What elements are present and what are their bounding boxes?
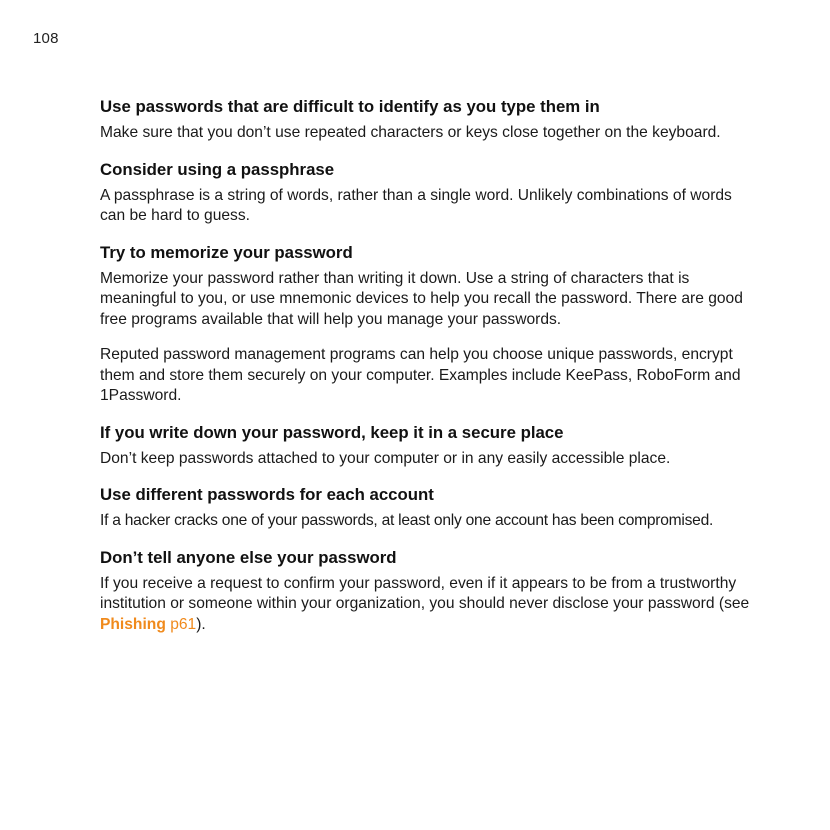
section-passphrase <box>100 159 760 227</box>
section-paragraph: A passphrase is a string of words, rather than a single word. Unlikely combinations of words can be hard to guess. <box>100 186 732 224</box>
section-difficult-to-identify <box>100 96 760 144</box>
paragraph-text: ). <box>196 615 206 633</box>
section-heading: Consider using a passphrase <box>100 159 335 179</box>
section-paragraph: Make sure that you don’t use repeated characters or keys close together on the keyboard. <box>100 124 721 141</box>
section-secure-place <box>100 422 760 470</box>
section-heading: Use passwords that are difficult to identify as you type them in <box>100 97 600 116</box>
phishing-link[interactable]: Phishing <box>100 615 166 633</box>
section-paragraph: Don’t keep passwords attached to your computer or in any easily accessible place. <box>100 449 671 467</box>
section-paragraph: If a hacker cracks one of your passwords, at least only one account has been compromised. <box>100 512 714 529</box>
paragraph-text: If you receive a request to confirm your password, even if it appears to be from a trustworthy institution or someone within your organization, you should never disclose your password (see <box>100 574 750 612</box>
page-content <box>100 96 760 635</box>
section-heading: Don’t tell anyone else your password <box>100 547 397 567</box>
phishing-page-link[interactable]: p61 <box>170 615 197 633</box>
section-different-passwords <box>100 484 760 532</box>
section-heading: Use different passwords for each account <box>100 485 434 504</box>
section-memorize <box>100 242 760 407</box>
section-paragraph: Memorize your password rather than writing it down. Use a string of characters that is meaningful to you, or use mnemonic devices to help you recall the password. There are good free programs available that will help you manage your passwords. <box>100 269 743 328</box>
section-paragraph: Reputed password management programs can help you choose unique passwords, encrypt them and store them securely on your computer. Examples include KeePass, RoboForm and 1Password. <box>100 346 741 404</box>
section-heading: Try to memorize your password <box>100 242 353 262</box>
section-heading: If you write down your password, keep it in a secure place <box>100 422 564 442</box>
section-dont-tell <box>100 547 760 636</box>
page-number: 108 <box>33 30 59 47</box>
section-paragraph <box>100 574 760 636</box>
